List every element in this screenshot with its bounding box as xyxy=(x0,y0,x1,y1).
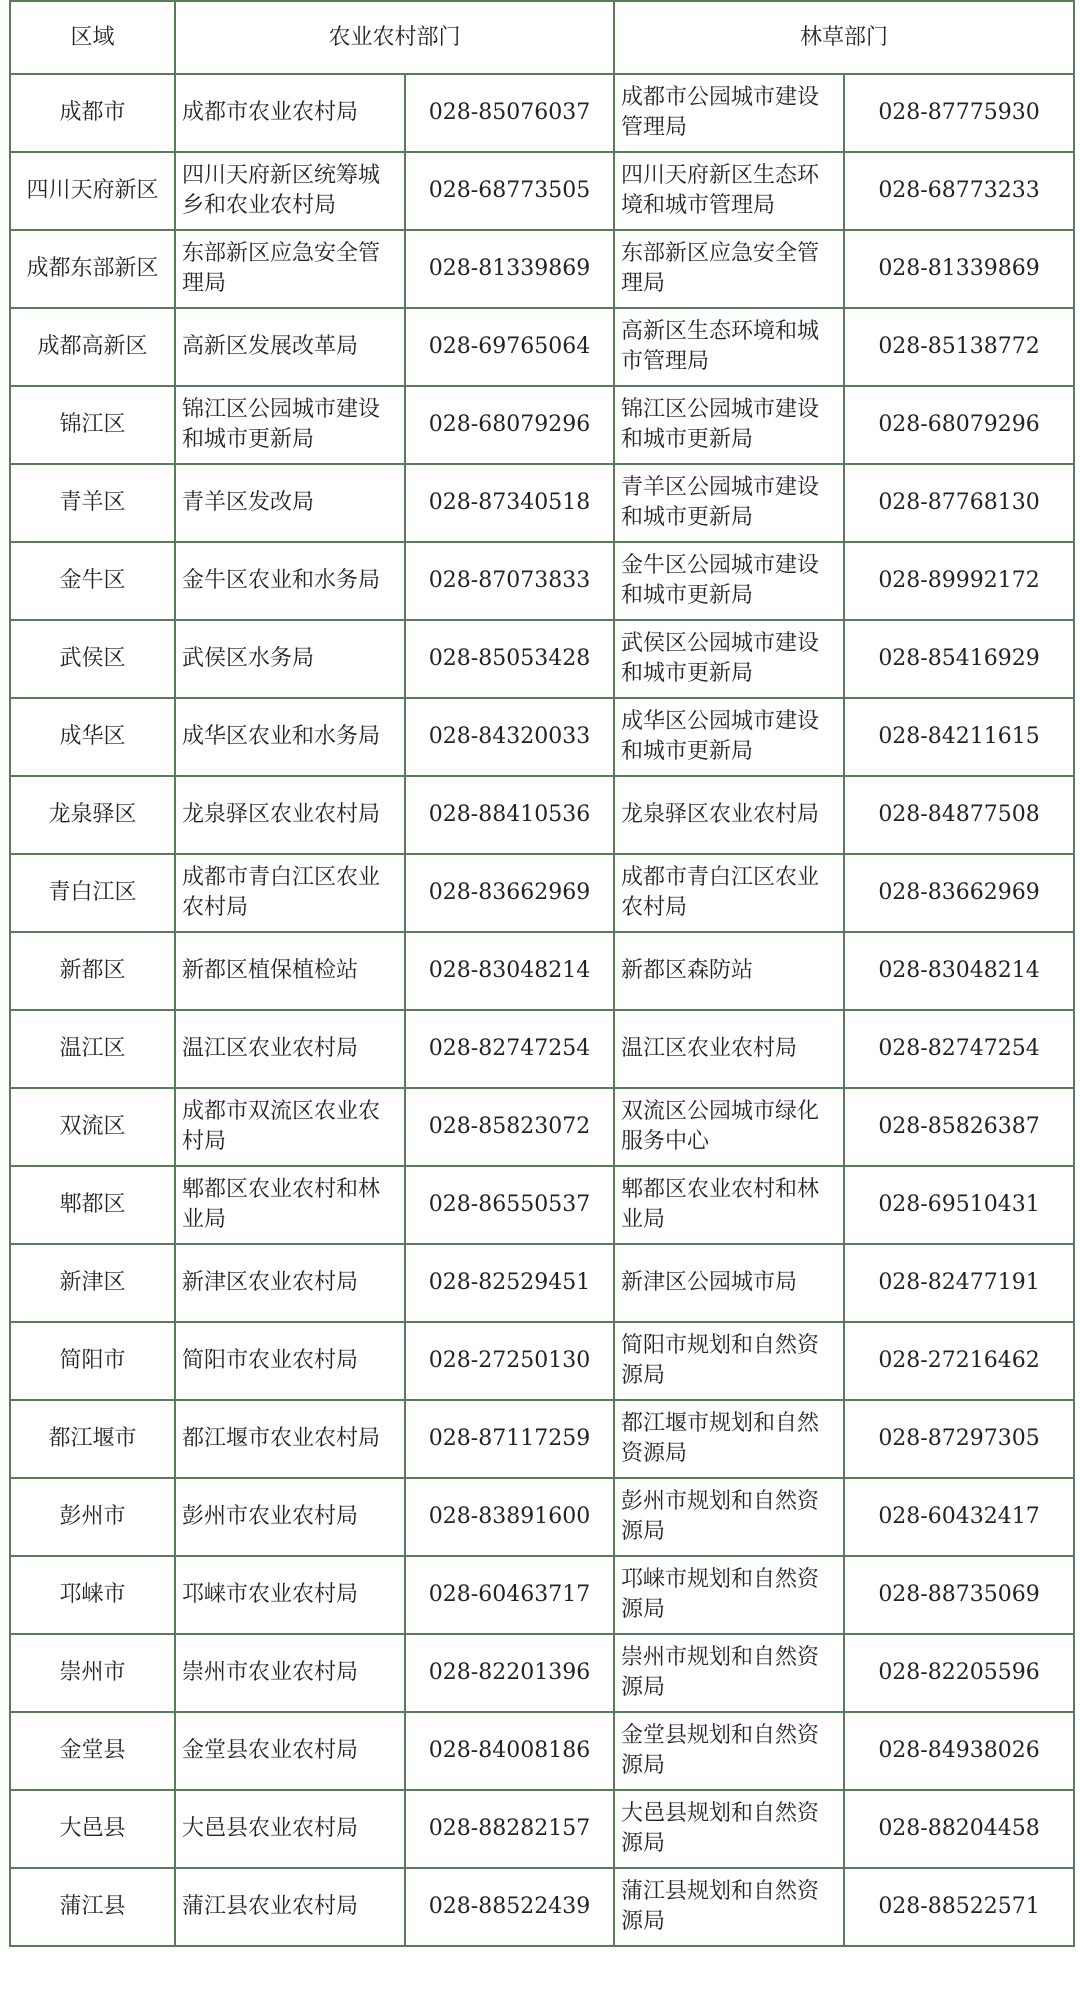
header-agri: 农业农村部门 xyxy=(175,1,614,74)
agri-dept-cell: 成都市农业农村局 xyxy=(175,74,405,152)
agri-phone-cell: 028-85053428 xyxy=(405,620,614,698)
forest-dept-cell: 东部新区应急安全管理局 xyxy=(614,230,844,308)
forest-phone-cell: 028-82477191 xyxy=(844,1244,1074,1322)
region-cell: 武侯区 xyxy=(10,620,175,698)
forest-dept-cell: 蒲江县规划和自然资源局 xyxy=(614,1868,844,1946)
forest-phone-cell: 028-69510431 xyxy=(844,1166,1074,1244)
agri-phone-cell: 028-88282157 xyxy=(405,1790,614,1868)
table-row xyxy=(10,776,1074,854)
forest-dept-cell: 简阳市规划和自然资源局 xyxy=(614,1322,844,1400)
agri-phone-cell: 028-87117259 xyxy=(405,1400,614,1478)
forest-dept-cell: 崇州市规划和自然资源局 xyxy=(614,1634,844,1712)
table-row xyxy=(10,620,1074,698)
contact-table-container xyxy=(9,0,1075,1947)
table-row xyxy=(10,1790,1074,1868)
agri-dept-cell: 简阳市农业农村局 xyxy=(175,1322,405,1400)
table-row xyxy=(10,1478,1074,1556)
forest-phone-cell: 028-68773233 xyxy=(844,152,1074,230)
forest-phone-cell: 028-88735069 xyxy=(844,1556,1074,1634)
agri-phone-cell: 028-87340518 xyxy=(405,464,614,542)
contact-table xyxy=(9,0,1075,1947)
forest-phone-cell: 028-88522571 xyxy=(844,1868,1074,1946)
region-cell: 青羊区 xyxy=(10,464,175,542)
table-row xyxy=(10,152,1074,230)
agri-phone-cell: 028-85076037 xyxy=(405,74,614,152)
table-row xyxy=(10,386,1074,464)
table-row xyxy=(10,698,1074,776)
agri-dept-cell: 东部新区应急安全管理局 xyxy=(175,230,405,308)
forest-phone-cell: 028-84938026 xyxy=(844,1712,1074,1790)
forest-dept-cell: 高新区生态环境和城市管理局 xyxy=(614,308,844,386)
forest-dept-cell: 成都市公园城市建设管理局 xyxy=(614,74,844,152)
header-forest: 林草部门 xyxy=(614,1,1074,74)
forest-dept-cell: 郫都区农业农村和林业局 xyxy=(614,1166,844,1244)
forest-phone-cell: 028-60432417 xyxy=(844,1478,1074,1556)
agri-dept-cell: 金牛区农业和水务局 xyxy=(175,542,405,620)
region-cell: 成都东部新区 xyxy=(10,230,175,308)
table-row xyxy=(10,1634,1074,1712)
table-row xyxy=(10,854,1074,932)
agri-phone-cell: 028-27250130 xyxy=(405,1322,614,1400)
region-cell: 成华区 xyxy=(10,698,175,776)
table-row xyxy=(10,74,1074,152)
table-row xyxy=(10,1010,1074,1088)
forest-phone-cell: 028-84877508 xyxy=(844,776,1074,854)
table-row xyxy=(10,1556,1074,1634)
agri-dept-cell: 龙泉驿区农业农村局 xyxy=(175,776,405,854)
forest-dept-cell: 成华区公园城市建设和城市更新局 xyxy=(614,698,844,776)
forest-phone-cell: 028-85138772 xyxy=(844,308,1074,386)
region-cell: 青白江区 xyxy=(10,854,175,932)
agri-phone-cell: 028-83048214 xyxy=(405,932,614,1010)
agri-phone-cell: 028-83891600 xyxy=(405,1478,614,1556)
forest-dept-cell: 四川天府新区生态环境和城市管理局 xyxy=(614,152,844,230)
region-cell: 金牛区 xyxy=(10,542,175,620)
region-cell: 郫都区 xyxy=(10,1166,175,1244)
forest-dept-cell: 龙泉驿区农业农村局 xyxy=(614,776,844,854)
forest-phone-cell: 028-82205596 xyxy=(844,1634,1074,1712)
forest-dept-cell: 金堂县规划和自然资源局 xyxy=(614,1712,844,1790)
forest-phone-cell: 028-87775930 xyxy=(844,74,1074,152)
table-row xyxy=(10,1400,1074,1478)
agri-dept-cell: 锦江区公园城市建设和城市更新局 xyxy=(175,386,405,464)
table-row xyxy=(10,308,1074,386)
table-row xyxy=(10,1322,1074,1400)
region-cell: 新都区 xyxy=(10,932,175,1010)
forest-dept-cell: 金牛区公园城市建设和城市更新局 xyxy=(614,542,844,620)
agri-dept-cell: 武侯区水务局 xyxy=(175,620,405,698)
agri-dept-cell: 四川天府新区统筹城乡和农业农村局 xyxy=(175,152,405,230)
forest-phone-cell: 028-89992172 xyxy=(844,542,1074,620)
agri-dept-cell: 金堂县农业农村局 xyxy=(175,1712,405,1790)
forest-dept-cell: 大邑县规划和自然资源局 xyxy=(614,1790,844,1868)
agri-dept-cell: 温江区农业农村局 xyxy=(175,1010,405,1088)
forest-dept-cell: 双流区公园城市绿化服务中心 xyxy=(614,1088,844,1166)
table-row xyxy=(10,1712,1074,1790)
table-row xyxy=(10,1088,1074,1166)
region-cell: 成都市 xyxy=(10,74,175,152)
forest-dept-cell: 温江区农业农村局 xyxy=(614,1010,844,1088)
agri-dept-cell: 蒲江县农业农村局 xyxy=(175,1868,405,1946)
agri-phone-cell: 028-82747254 xyxy=(405,1010,614,1088)
agri-phone-cell: 028-88410536 xyxy=(405,776,614,854)
agri-dept-cell: 新津区农业农村局 xyxy=(175,1244,405,1322)
forest-phone-cell: 028-83662969 xyxy=(844,854,1074,932)
agri-dept-cell: 成都市双流区农业农村局 xyxy=(175,1088,405,1166)
table-row xyxy=(10,464,1074,542)
agri-phone-cell: 028-88522439 xyxy=(405,1868,614,1946)
region-cell: 龙泉驿区 xyxy=(10,776,175,854)
forest-phone-cell: 028-81339869 xyxy=(844,230,1074,308)
agri-dept-cell: 郫都区农业农村和林业局 xyxy=(175,1166,405,1244)
agri-phone-cell: 028-82201396 xyxy=(405,1634,614,1712)
agri-phone-cell: 028-82529451 xyxy=(405,1244,614,1322)
table-row xyxy=(10,1244,1074,1322)
forest-dept-cell: 新津区公园城市局 xyxy=(614,1244,844,1322)
agri-phone-cell: 028-85823072 xyxy=(405,1088,614,1166)
forest-dept-cell: 都江堰市规划和自然资源局 xyxy=(614,1400,844,1478)
forest-phone-cell: 028-87768130 xyxy=(844,464,1074,542)
table-row xyxy=(10,932,1074,1010)
forest-phone-cell: 028-85826387 xyxy=(844,1088,1074,1166)
agri-dept-cell: 崇州市农业农村局 xyxy=(175,1634,405,1712)
region-cell: 四川天府新区 xyxy=(10,152,175,230)
region-cell: 温江区 xyxy=(10,1010,175,1088)
region-cell: 双流区 xyxy=(10,1088,175,1166)
region-cell: 简阳市 xyxy=(10,1322,175,1400)
region-cell: 崇州市 xyxy=(10,1634,175,1712)
agri-dept-cell: 彭州市农业农村局 xyxy=(175,1478,405,1556)
agri-phone-cell: 028-84320033 xyxy=(405,698,614,776)
agri-dept-cell: 新都区植保植检站 xyxy=(175,932,405,1010)
forest-phone-cell: 028-85416929 xyxy=(844,620,1074,698)
table-row xyxy=(10,230,1074,308)
header-region: 区域 xyxy=(10,1,175,74)
region-cell: 成都高新区 xyxy=(10,308,175,386)
agri-phone-cell: 028-84008186 xyxy=(405,1712,614,1790)
region-cell: 金堂县 xyxy=(10,1712,175,1790)
region-cell: 都江堰市 xyxy=(10,1400,175,1478)
forest-phone-cell: 028-84211615 xyxy=(844,698,1074,776)
forest-phone-cell: 028-88204458 xyxy=(844,1790,1074,1868)
agri-phone-cell: 028-69765064 xyxy=(405,308,614,386)
forest-dept-cell: 成都市青白江区农业农村局 xyxy=(614,854,844,932)
table-header-row xyxy=(10,1,1074,74)
agri-dept-cell: 青羊区发改局 xyxy=(175,464,405,542)
region-cell: 彭州市 xyxy=(10,1478,175,1556)
agri-dept-cell: 成华区农业和水务局 xyxy=(175,698,405,776)
forest-dept-cell: 锦江区公园城市建设和城市更新局 xyxy=(614,386,844,464)
region-cell: 邛崃市 xyxy=(10,1556,175,1634)
forest-phone-cell: 028-87297305 xyxy=(844,1400,1074,1478)
table-row xyxy=(10,542,1074,620)
agri-dept-cell: 高新区发展改革局 xyxy=(175,308,405,386)
agri-dept-cell: 都江堰市农业农村局 xyxy=(175,1400,405,1478)
forest-phone-cell: 028-83048214 xyxy=(844,932,1074,1010)
forest-phone-cell: 028-82747254 xyxy=(844,1010,1074,1088)
agri-phone-cell: 028-81339869 xyxy=(405,230,614,308)
region-cell: 锦江区 xyxy=(10,386,175,464)
forest-dept-cell: 彭州市规划和自然资源局 xyxy=(614,1478,844,1556)
forest-phone-cell: 028-27216462 xyxy=(844,1322,1074,1400)
agri-dept-cell: 邛崃市农业农村局 xyxy=(175,1556,405,1634)
agri-phone-cell: 028-87073833 xyxy=(405,542,614,620)
region-cell: 蒲江县 xyxy=(10,1868,175,1946)
forest-dept-cell: 新都区森防站 xyxy=(614,932,844,1010)
forest-dept-cell: 武侯区公园城市建设和城市更新局 xyxy=(614,620,844,698)
agri-phone-cell: 028-83662969 xyxy=(405,854,614,932)
table-row xyxy=(10,1868,1074,1946)
agri-phone-cell: 028-68079296 xyxy=(405,386,614,464)
agri-dept-cell: 大邑县农业农村局 xyxy=(175,1790,405,1868)
agri-phone-cell: 028-60463717 xyxy=(405,1556,614,1634)
forest-phone-cell: 028-68079296 xyxy=(844,386,1074,464)
region-cell: 大邑县 xyxy=(10,1790,175,1868)
agri-phone-cell: 028-68773505 xyxy=(405,152,614,230)
region-cell: 新津区 xyxy=(10,1244,175,1322)
table-row xyxy=(10,1166,1074,1244)
agri-dept-cell: 成都市青白江区农业农村局 xyxy=(175,854,405,932)
forest-dept-cell: 青羊区公园城市建设和城市更新局 xyxy=(614,464,844,542)
agri-phone-cell: 028-86550537 xyxy=(405,1166,614,1244)
forest-dept-cell: 邛崃市规划和自然资源局 xyxy=(614,1556,844,1634)
